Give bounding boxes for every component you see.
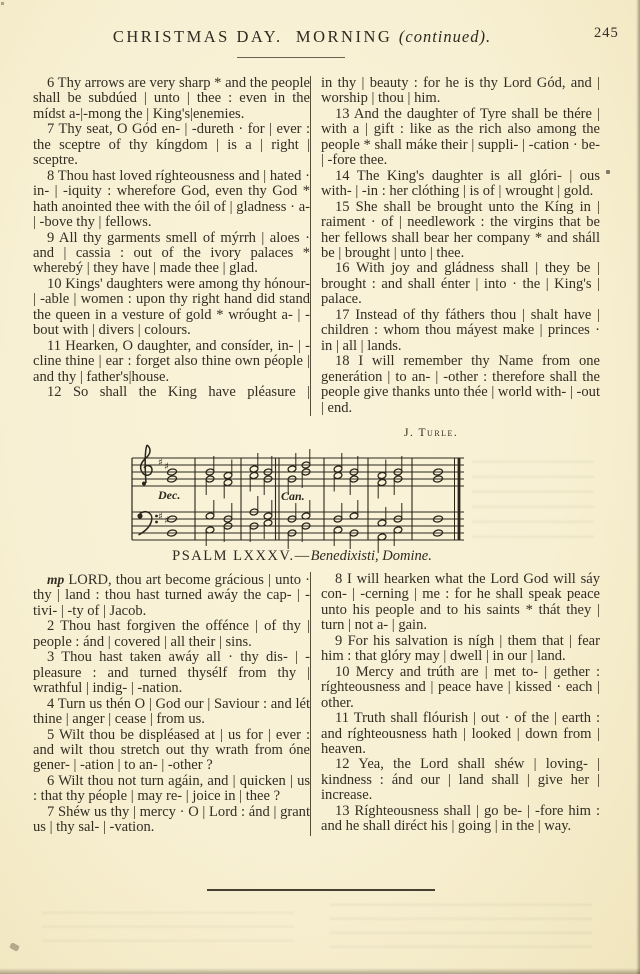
psalm-verse: 8 I will hearken what the Lord God will sáy con- | -cerning | me : for he shall speak peace unto his people and to his saints * thát they | turn | not a- | gain.	[321, 571, 600, 634]
psalm-verse: 10 Kings' daughters were among thy hónour- | -able | women : upon thy right hand did stand the queen in a vesture of gold * wróught a- | -bout with | divers | colours.	[33, 275, 310, 339]
psalm-verse: 11 Truth shall flóurish | out · of the | earth : and ríghteousness hath | looked | down from | heaven.	[321, 710, 600, 757]
psalm85-right-column	[310, 572, 600, 836]
psalm-verse: 14 The King's daughter is all glóri- | ous with- | -in : her clóthing | is of | wrought | gold.	[321, 167, 600, 200]
psalm-verse: 7 Thy seat, O Gód en- | -dureth · for | ever : the sceptre of thy kíngdom | is a | right | sceptre.	[33, 121, 310, 169]
psalm-verse: 12 So shall the King have pléasure |	[47, 384, 310, 401]
psalm-verse: 10 Mercy and trúth are | met to- | gether : ríghteousness and | peace have | kissed · each | other.	[321, 663, 600, 711]
header-rule	[237, 57, 345, 58]
psalm-verse: 3 Thou hast taken awáy all · thy dis- | -pleasure : and turned thysélf from thy | wrathful | indig- | -nation.	[33, 649, 310, 697]
psalm85-heading	[0, 548, 604, 565]
page-edge-shadow	[636, 0, 640, 974]
svg-text:♯: ♯	[164, 515, 169, 527]
psalm85-latin-title: Benedixisti, Domine.	[310, 548, 432, 564]
psalm-verse: 2 Thou hast forgiven the offénce | of thy | people : ánd | covered | all their | sins.	[33, 618, 310, 650]
svg-text:♯: ♯	[158, 457, 163, 469]
dynamic-mark: mp	[47, 572, 65, 587]
page-number: 245	[594, 25, 619, 41]
header-title: CHRISTMAS DAY. MORNING	[112, 27, 399, 46]
psalm-verse: 7 Shéw us thy | mercy · O | Lord : ánd | grant us | thy sal- | -vation.	[33, 803, 310, 836]
psalm-verse: 15 She shall be brought unto the Kíng in | raiment · of | needlework : the virgins that be her fellows shall bear her company * and sháll be | brought | unto | thee.	[321, 198, 600, 261]
bleed-through	[330, 893, 592, 948]
svg-text:♯: ♯	[158, 511, 163, 523]
psalm-verse: 6 Wilt thou not turn agáin, and | quicken | us : that thy péople | may re- | joice in | thee ?	[33, 772, 310, 805]
psalm85-columns	[33, 572, 600, 836]
psalm-verse: 13 Ríghteousness shall | go be- | -fore him : and he shall diréct his | going | in the | way.	[321, 802, 600, 835]
ink-speck	[606, 170, 610, 174]
ink-speck	[9, 942, 20, 952]
psalm-verse: 8 Thou hast loved ríghteousness and | hated · in- | -iquity : wherefore God, even thy God * hath anointed thee with the óil of | gladness · a- | -bove thy | fellows.	[33, 167, 310, 231]
psalm45-left-column	[33, 76, 310, 416]
svg-text:♯: ♯	[164, 461, 169, 473]
psalm-verse: 9 All thy garments smell of mýrrh | aloes · and | cassia : out of the ivory palaces * wherebý | they have | made thee | glad.	[33, 229, 310, 277]
psalm45-columns	[33, 76, 600, 416]
psalm-verse: 5 Wilt thou be displéased at | us for | ever : and wilt thou stretch out thy wrath from óne gener- | -ation | to an- | -other ?	[33, 726, 310, 774]
bleed-through	[42, 900, 294, 942]
page-edge-shadow	[0, 968, 640, 974]
psalm85-number: PSALM LXXXV.—	[172, 548, 311, 564]
psalm-verse: 12 Yea, the Lord shall shéw | loving- | kindness : ánd our | land shall | give her | increase.	[321, 756, 600, 804]
ink-speck	[1, 2, 4, 5]
bass-clef	[137, 512, 158, 535]
running-header	[0, 27, 604, 47]
psalm85-left-column	[33, 572, 310, 836]
psalm-verse: 13 And the daughter of Tyre shall be thére | with a | gift : like as the rich also among the people * shall máke their | suppli- | -cation · be- | -fore thee.	[321, 105, 600, 169]
psalm-verse	[33, 572, 310, 619]
psalm-verse: 9 For his salvation is nígh | them that | fear him : that glóry may | dwell | in our | land.	[321, 632, 600, 665]
psalm-verse: 6 Thy arrows are very sharp * and the people shall be subdúed | unto | thee : even in the mídst a-|-mong the | King's|enemies.	[33, 75, 310, 122]
section-end-rule	[207, 889, 435, 891]
psalm45-right-column	[310, 76, 600, 416]
chant-composer: J. Turle.	[404, 427, 459, 439]
psalm-verse: in thy | beauty : for he is thy Lord Gód, and | worship | thou | him.	[321, 75, 600, 107]
psalm-verse: 18 I will remember thy Name from one generátion | to an- | -other : therefore shall the people give thanks unto thée | world with- | -out | end.	[321, 353, 600, 416]
decani-label: Dec.	[158, 488, 181, 502]
header-continued: (continued).	[398, 27, 492, 46]
cantoris-label: Can.	[281, 489, 305, 503]
psalm-verse: 4 Turn us thén O | God our | Saviour : and lét thine | anger | cease | from us.	[33, 695, 310, 728]
psalm-verse: 17 Instead of thy fáthers thou | shalt have | children : whom thou máyest make | princes · in | all | lands.	[321, 306, 600, 354]
psalm-verse: 16 With joy and gládness shall | they be | brought : and shall énter | into · the | King's | palace.	[321, 260, 600, 308]
psalm-verse: 11 Hearken, O daughter, and consíder, in- | -cline thine | ear : forget also thine own péople | and thy | father's|house.	[33, 337, 310, 385]
bleed-through	[472, 452, 594, 538]
verse-text: LORD, thou art become grácious | unto · thy | land : thou hast turned awáy the cap- | -tivi- | -ty of | Jacob.	[33, 572, 311, 619]
